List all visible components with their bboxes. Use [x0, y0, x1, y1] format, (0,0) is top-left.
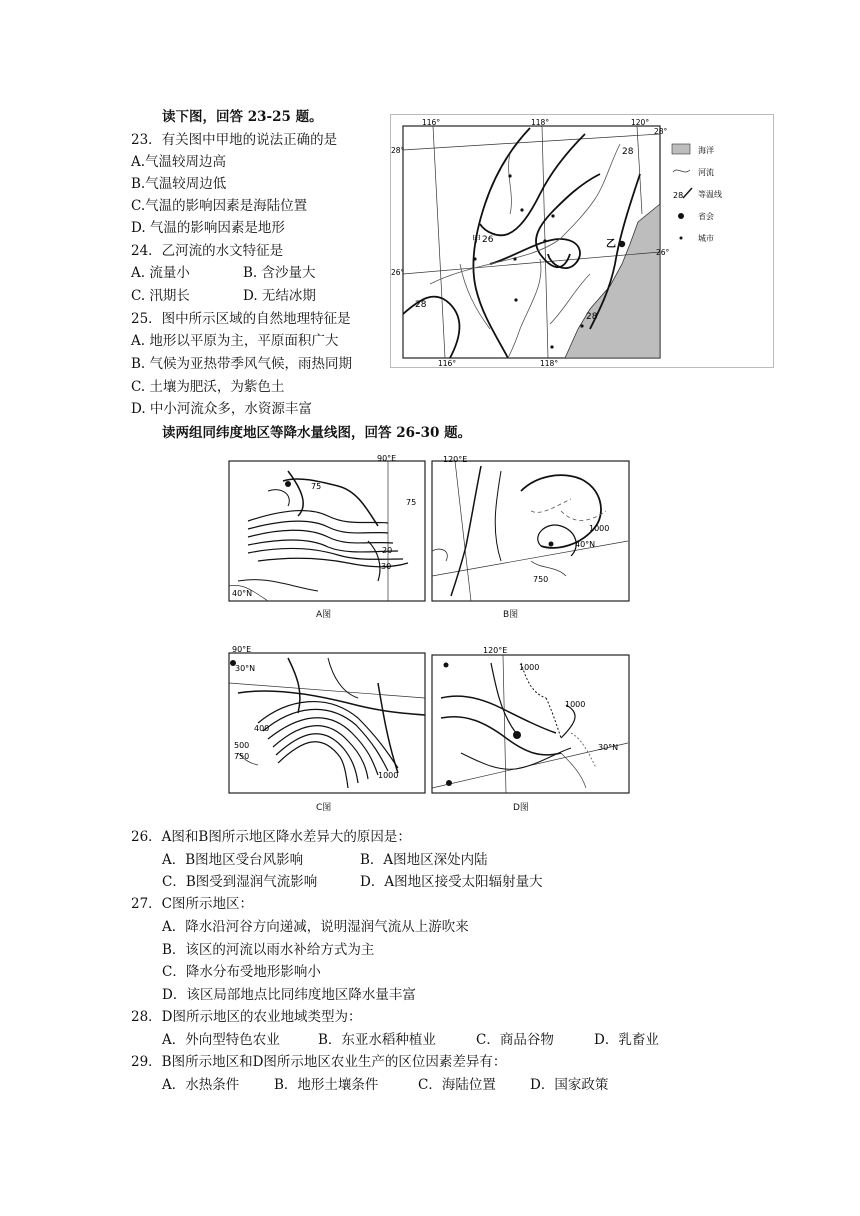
- lat-label-26-right: 26°: [656, 248, 670, 257]
- map-c-label-90e: 90°E: [232, 645, 252, 654]
- q24-option-d: D. 无结冰期: [243, 288, 316, 304]
- map-a-label-20: 20: [382, 546, 393, 555]
- map-d-label-120e: 120°E: [483, 646, 508, 655]
- q27-option-d: D．该区局部地点比同纬度地区降水量丰富: [162, 987, 416, 1003]
- legend-city-swatch: [680, 237, 683, 240]
- provincial-capital: [619, 241, 625, 247]
- map-a-label-75-left: 75: [311, 482, 322, 491]
- q24-option-a: A. 流量小: [131, 265, 190, 281]
- map-c-label-750: 750: [234, 752, 250, 761]
- legend-isotherm-value: 28: [673, 191, 684, 200]
- q28-option-d: D．乳畜业: [594, 1032, 659, 1048]
- map-b-label-1000: 1000: [589, 524, 610, 533]
- map-a-label-30: 30: [381, 562, 392, 571]
- q29-option-c: C．海陆位置: [418, 1077, 496, 1093]
- isotherm-label-28-left: 28: [415, 300, 427, 310]
- q25-option-c: C. 土壤为肥沃，为紫色土: [131, 379, 285, 395]
- q29-option-d: D．国家政策: [530, 1077, 609, 1093]
- map-d-label-1000-right: 1000: [565, 700, 586, 709]
- isotherm-map-figure: [390, 114, 774, 368]
- place-jia: 甲: [472, 235, 482, 245]
- q27-option-b: B．该区的河流以雨水补给方式为主: [162, 942, 375, 958]
- legend-city: 城市: [698, 234, 714, 243]
- map-a-label-75-right: 75: [406, 498, 417, 507]
- q23-option-a: A.气温较周边高: [131, 154, 227, 170]
- q26-stem: 26．A图和B图所示地区降水差异大的原因是：: [131, 829, 411, 845]
- lon-label-116-top: 116°: [422, 118, 441, 127]
- q26-option-a: A．B图地区受台风影响: [162, 852, 304, 868]
- map-b-label-750: 750: [533, 575, 549, 584]
- q25-option-a: A. 地形以平原为主，平原面积广大: [131, 333, 339, 349]
- q27-option-a: A．降水沿河谷方向递减，说明湿润气流从上游吹来: [162, 919, 469, 935]
- section1-heading: 读下图，回答 23-25 题。: [162, 109, 323, 125]
- q26-option-c: C．B图受到湿润气流影响: [162, 874, 318, 890]
- precip-map-c: [228, 643, 428, 814]
- q23-option-d: D. 气温的影响因素是地形: [131, 220, 285, 236]
- q26-option-d: D．A图地区接受太阳辐射量大: [360, 874, 543, 890]
- legend-river: 河流: [698, 168, 714, 177]
- lon-label-118-top: 118°: [531, 118, 550, 127]
- isotherm-label-28-right: 28: [586, 312, 598, 322]
- q27-stem: 27．C图所示地区：: [131, 896, 254, 912]
- lon-label-120-top: 120°: [631, 118, 650, 127]
- legend-ocean-swatch: [672, 144, 690, 154]
- lat-label-26-left: 26°: [391, 268, 405, 277]
- lon-label-118-bottom: 118°: [540, 359, 559, 368]
- q28-option-a: A．外向型特色农业: [162, 1032, 280, 1048]
- q29-option-b: B．地形土壤条件: [274, 1077, 379, 1093]
- q28-option-c: C．商品谷物: [476, 1032, 554, 1048]
- map-c-label-400: 400: [254, 724, 270, 733]
- q25-option-b: B. 气候为亚热带季风气候，雨热同期: [131, 356, 353, 372]
- lon-label-116-bottom: 116°: [438, 359, 457, 368]
- precip-map-b: [431, 451, 631, 622]
- map-c-label-500: 500: [234, 741, 250, 750]
- q25-stem: 25．图中所示区域的自然地理特征是: [131, 311, 351, 327]
- legend-capital-swatch: [678, 213, 684, 219]
- q28-stem: 28．D图所示地区的农业地域类型为：: [131, 1009, 362, 1025]
- q24-option-c: C. 汛期长: [131, 288, 190, 304]
- q29-option-a: A．水热条件: [162, 1077, 240, 1093]
- q29-stem: 29．B图所示地区和D图所示地区农业生产的区位因素差异有：: [131, 1054, 507, 1070]
- isotherm-map-svg: [390, 114, 774, 368]
- map-d-caption: D图: [513, 803, 529, 813]
- map-a-caption: A图: [316, 610, 332, 620]
- legend-capital: 省会: [698, 212, 714, 221]
- q23-option-b: B.气温较周边低: [131, 176, 227, 192]
- place-yi: 乙: [606, 239, 616, 250]
- map-c-label-30n: 30°N: [235, 664, 256, 673]
- map-c-label-1000: 1000: [378, 771, 399, 780]
- q28-option-b: B．东亚水稻种植业: [318, 1032, 436, 1048]
- map-d-label-1000-top: 1000: [519, 663, 540, 672]
- map-b-label-120e: 120°E: [443, 455, 468, 464]
- map-a-label-90e: 90°E: [377, 454, 397, 463]
- lat-label-28-right: 28°: [654, 127, 668, 136]
- q23-option-c: C.气温的影响因素是海陆位置: [131, 198, 308, 214]
- precip-map-d: [431, 643, 631, 814]
- q24-stem: 24．乙河流的水文特征是: [131, 243, 284, 259]
- lat-label-28-left: 28°: [391, 146, 405, 155]
- isotherm-label-28-top: 28: [622, 147, 634, 157]
- precip-map-a: [228, 451, 428, 622]
- legend-isotherm: 等温线: [698, 190, 722, 199]
- q23-stem: 23．有关图中甲地的说法正确的是: [131, 132, 338, 148]
- section2-heading: 读两组同纬度地区等降水量线图，回答 26-30 题。: [162, 425, 472, 441]
- isotherm-label-26: 26: [482, 235, 494, 245]
- map-d-label-30n: 30°N: [598, 743, 619, 752]
- legend-ocean: 海洋: [698, 146, 714, 155]
- map-c-caption: C图: [316, 803, 332, 813]
- map-b-label-40n: 40°N: [575, 540, 596, 549]
- q26-option-b: B．A图地区深处内陆: [360, 852, 488, 868]
- map-a-label-40n: 40°N: [232, 589, 253, 598]
- q24-option-b: B. 含沙量大: [243, 265, 316, 281]
- q27-option-c: C．降水分布受地形影响小: [162, 964, 321, 980]
- map-b-caption: B图: [503, 610, 519, 620]
- q25-option-d: D. 中小河流众多，水资源丰富: [131, 401, 312, 417]
